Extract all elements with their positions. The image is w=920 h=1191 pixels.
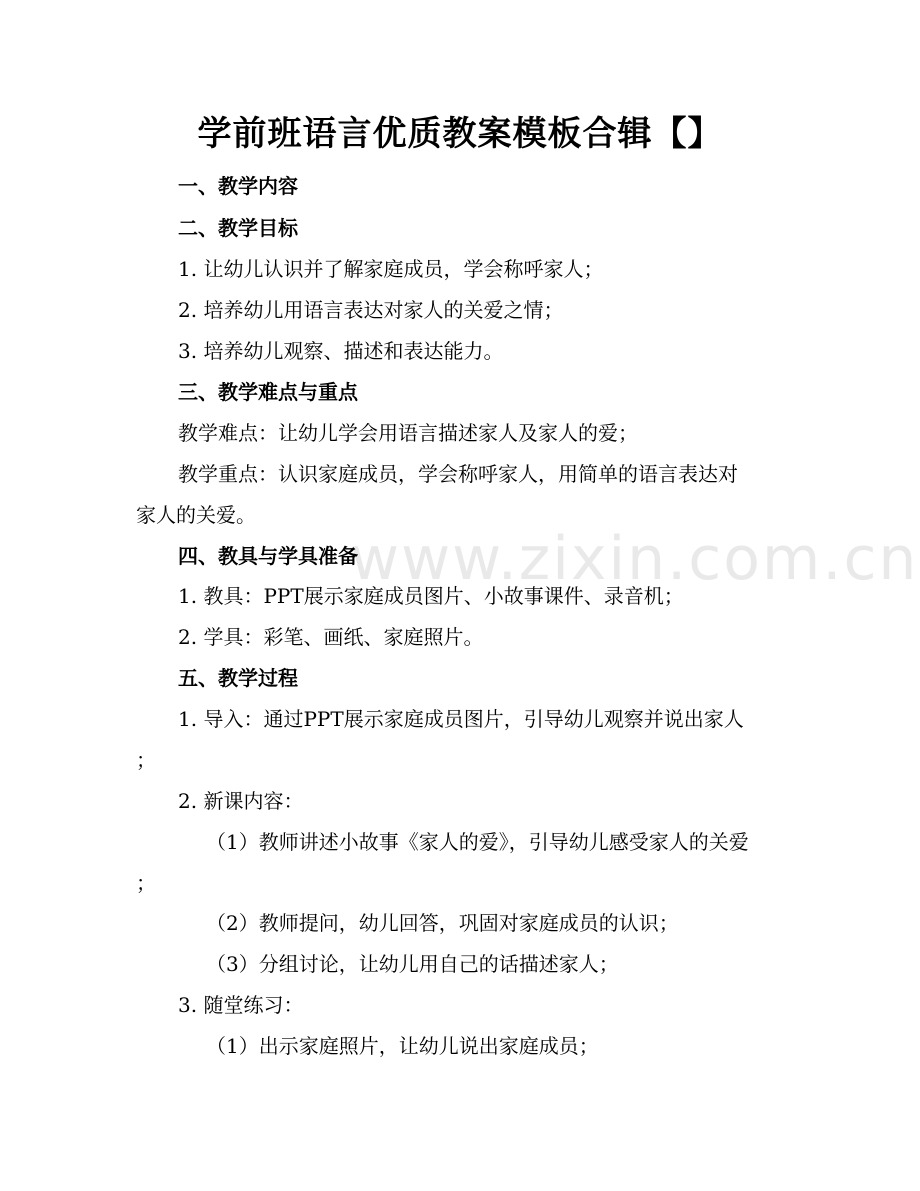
list-item: 2. 学具：彩笔、画纸、家庭照片。 [178, 625, 484, 649]
list-item: 1. 导入：通过PPT展示家庭成员图片，引导幼儿观察并说出家人 [178, 707, 744, 731]
sub-list-item: （2）教师提问，幼儿回答，巩固对家庭成员的认识； [206, 911, 679, 935]
paragraph-continuation: ； [136, 748, 156, 772]
list-item: 2. 新课内容： [178, 789, 304, 813]
paragraph-continuation: ； [136, 871, 156, 895]
sub-list-item: （1）出示家庭照片，让幼儿说出家庭成员； [206, 1034, 599, 1058]
watermark: www.zixin.com.cn [350, 524, 919, 594]
list-item: 3. 随堂练习： [178, 993, 304, 1017]
list-item: 3. 培养幼儿观察、描述和表达能力。 [178, 339, 504, 363]
section-heading: 四、教具与学具准备 [178, 544, 358, 568]
paragraph: 教学难点：让幼儿学会用语言描述家人及家人的爱； [178, 421, 638, 445]
section-heading: 五、教学过程 [178, 666, 298, 690]
paragraph: 教学重点：认识家庭成员，学会称呼家人，用简单的语言表达对 [178, 462, 738, 486]
list-item: 2. 培养幼儿用语言表达对家人的关爱之情； [178, 298, 564, 322]
section-heading: 一、教学内容 [178, 174, 298, 198]
list-item: 1. 让幼儿认识并了解家庭成员，学会称呼家人； [178, 257, 604, 281]
section-heading: 二、教学目标 [178, 216, 298, 240]
sub-list-item: （3）分组讨论，让幼儿用自己的话描述家人； [206, 952, 619, 976]
sub-list-item: （1）教师讲述小故事《家人的爱》，引导幼儿感受家人的关爱 [206, 830, 749, 854]
section-heading: 三、教学难点与重点 [178, 380, 358, 404]
paragraph-continuation: 家人的关爱。 [136, 503, 256, 527]
list-item: 1. 教具：PPT展示家庭成员图片、小故事课件、录音机； [178, 584, 684, 608]
document-title: 学前班语言优质教案模板合辑【】 [197, 114, 723, 154]
